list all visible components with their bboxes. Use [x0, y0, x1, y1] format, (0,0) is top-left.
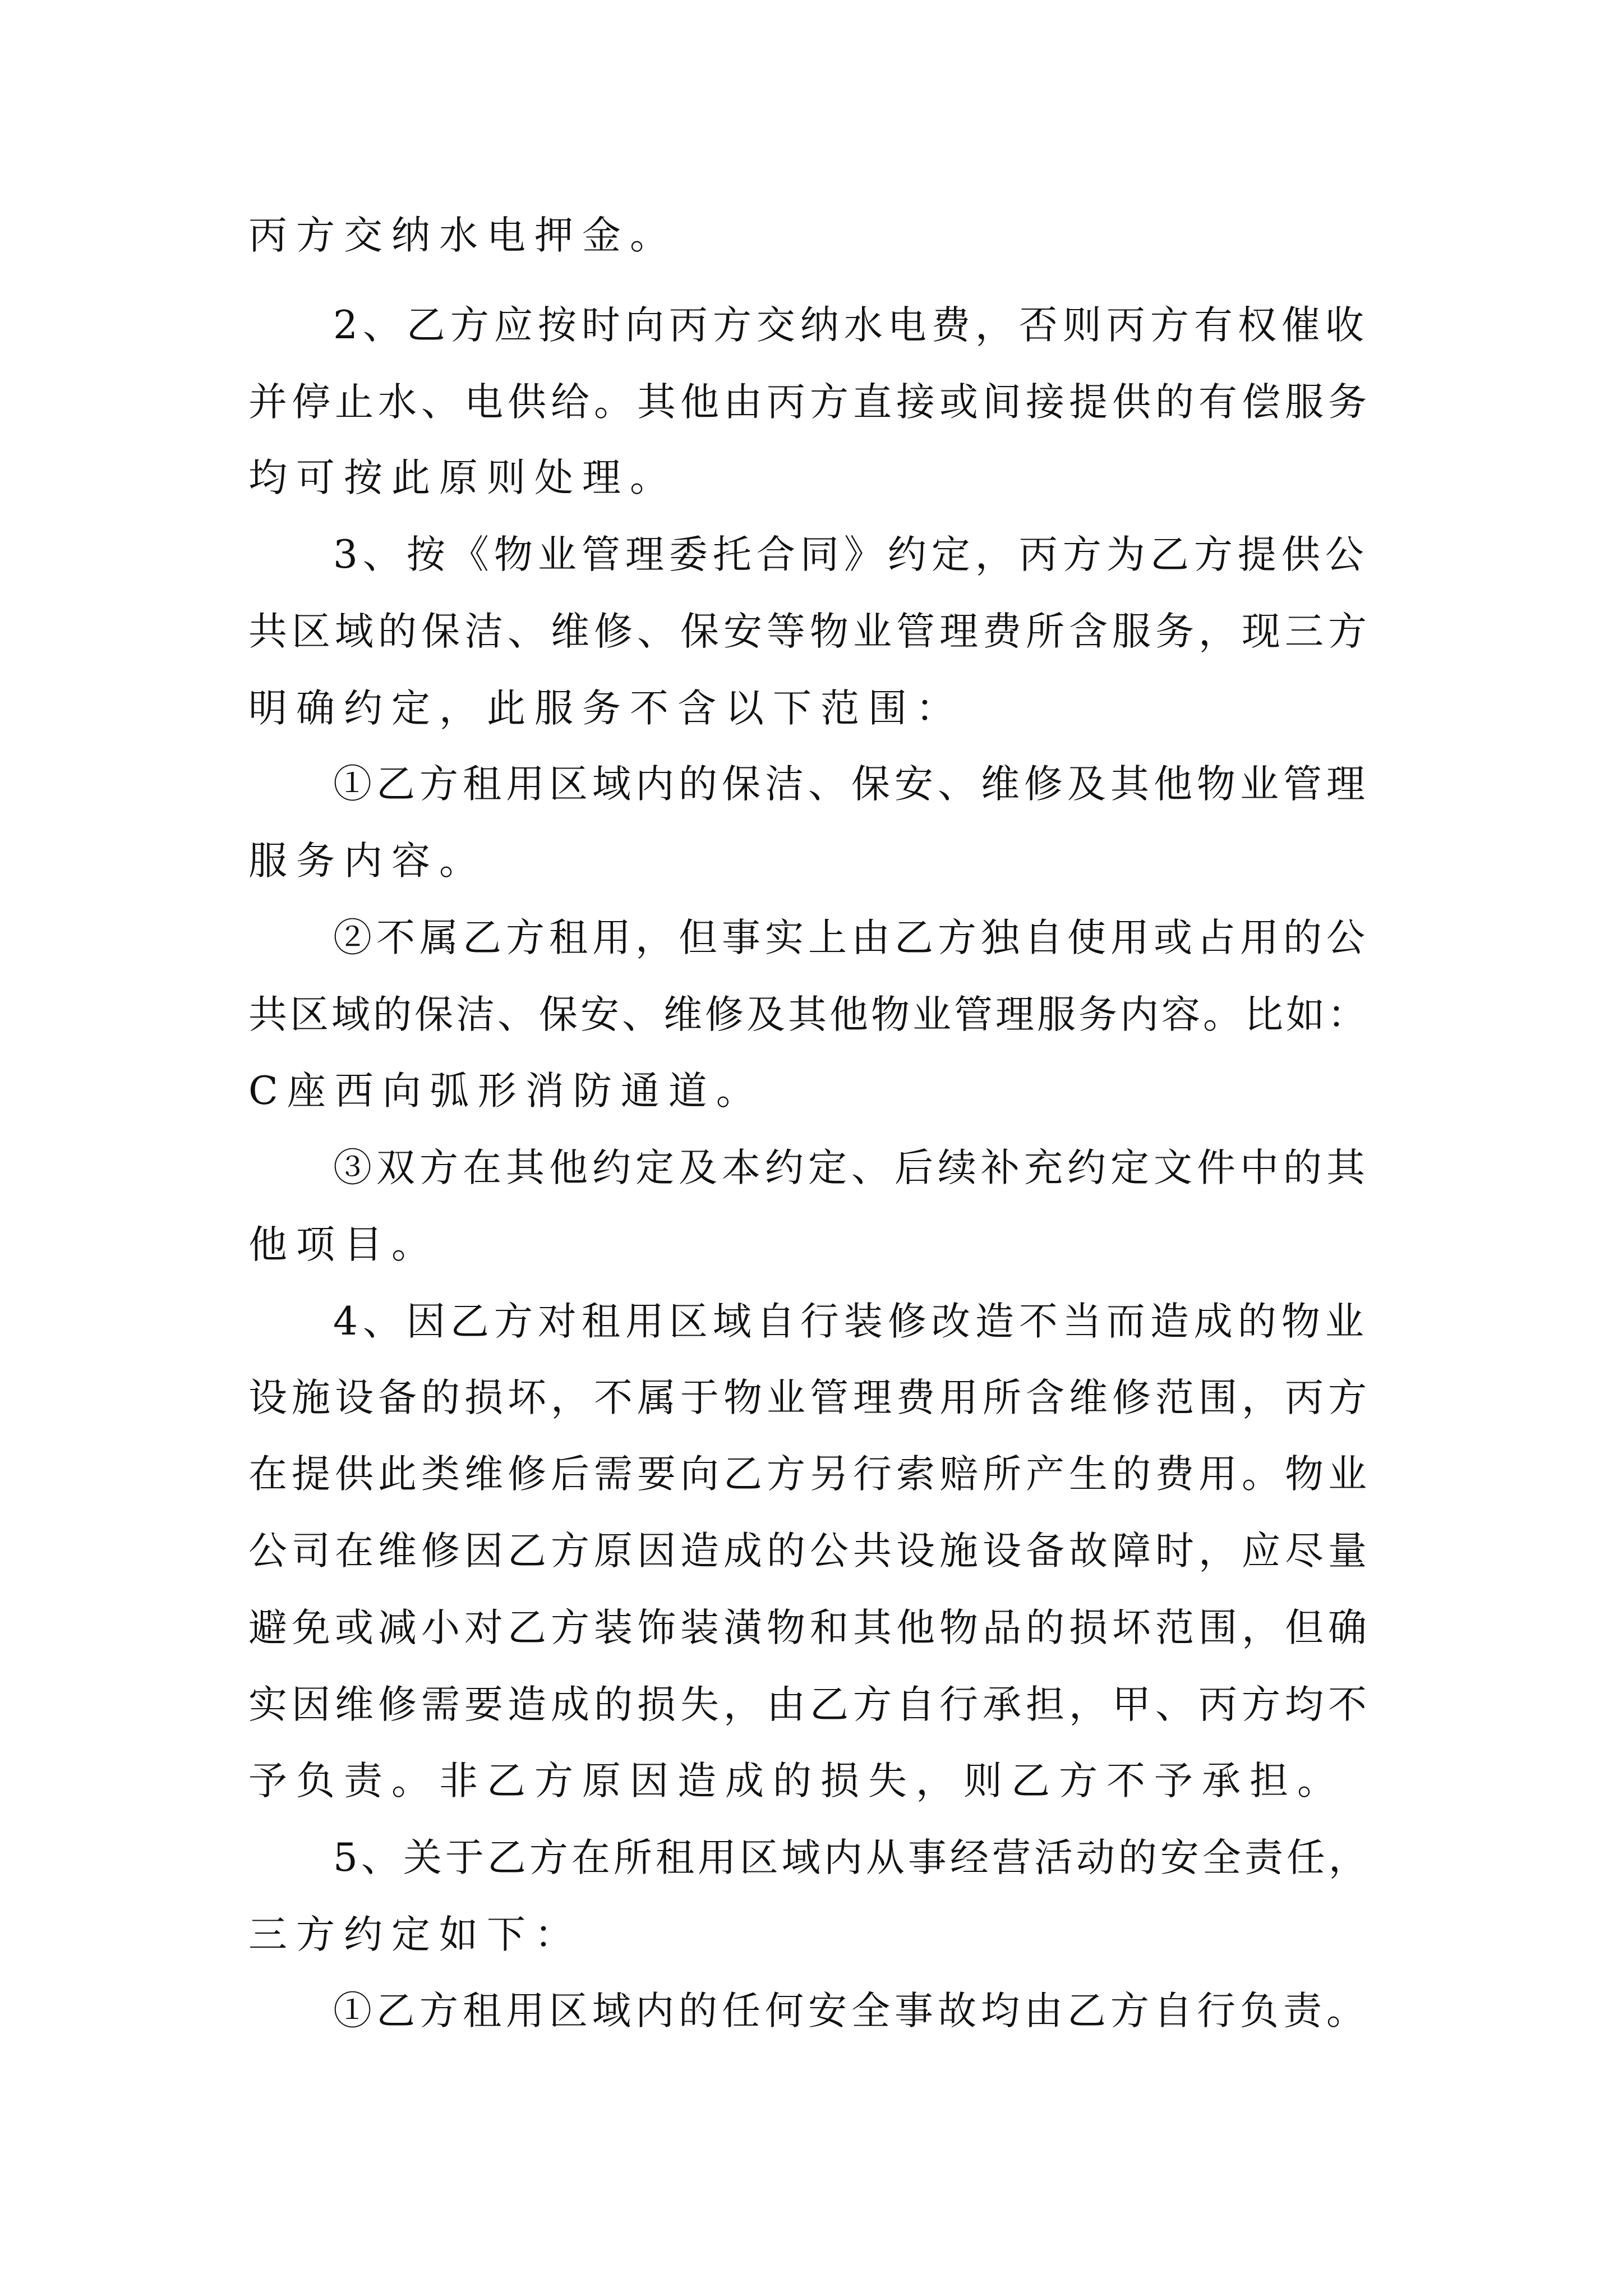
text-line: ①乙方租用区域内的任何安全事故均由乙方自行负责。 — [333, 1989, 1370, 2033]
text-line: 实因维修需要造成的损失，由乙方自行承担，甲、丙方均不 — [248, 1682, 1371, 1727]
text-line: 避免或减小对乙方装饰装潢物和其他物品的损坏范围，但确 — [248, 1605, 1371, 1650]
text-line: 公司在维修因乙方原因造成的公共设施设备故障时，应尽量 — [248, 1529, 1371, 1573]
text-line: 他项目。 — [248, 1222, 439, 1267]
text-line: 共区域的保洁、维修、保安等物业管理费所含服务，现三方 — [248, 609, 1371, 654]
text-line: 3、按《物业管理委托合同》约定，丙方为乙方提供公 — [333, 532, 1369, 577]
text-line: 明确约定，此服务不含以下范围： — [248, 686, 963, 731]
text-line: ②不属乙方租用，但事实上由乙方独自使用或占用的公 — [333, 915, 1370, 960]
text-line: ③双方在其他约定及本约定、后续补充约定文件中的其 — [333, 1145, 1370, 1190]
text-line: 予负责。非乙方原因造成的损失，则乙方不予承担。 — [248, 1759, 1345, 1803]
text-line: 2、乙方应按时向丙方交纳水电费，否则丙方有权催收 — [333, 303, 1369, 348]
text-line: ①乙方租用区域内的保洁、保安、维修及其他物业管理 — [333, 762, 1370, 807]
text-line: 设施设备的损坏，不属于物业管理费用所含维修范围，丙方 — [248, 1375, 1371, 1420]
text-line: 均可按此原则处理。 — [248, 455, 677, 500]
text-line: 在提供此类维修后需要向乙方另行索赔所产生的费用。物业 — [248, 1452, 1371, 1497]
text-line: C座西向弧形消防通道。 — [248, 1069, 764, 1114]
text-line: 共区域的保洁、保安、维修及其他物业管理服务内容。比如： — [248, 992, 1369, 1037]
text-line: 三方约定如下： — [248, 1912, 582, 1957]
text-line: 5、关于乙方在所租用区域内从事经营活动的安全责任， — [333, 1835, 1371, 1880]
text-line: 服务内容。 — [248, 839, 487, 884]
text-line: 4、因乙方对租用区域自行装修改造不当而造成的物业 — [333, 1299, 1369, 1344]
text-line: 丙方交纳水电押金。 — [248, 213, 677, 258]
text-line: 并停止水、电供给。其他由丙方直接或间接提供的有偿服务 — [248, 380, 1371, 425]
